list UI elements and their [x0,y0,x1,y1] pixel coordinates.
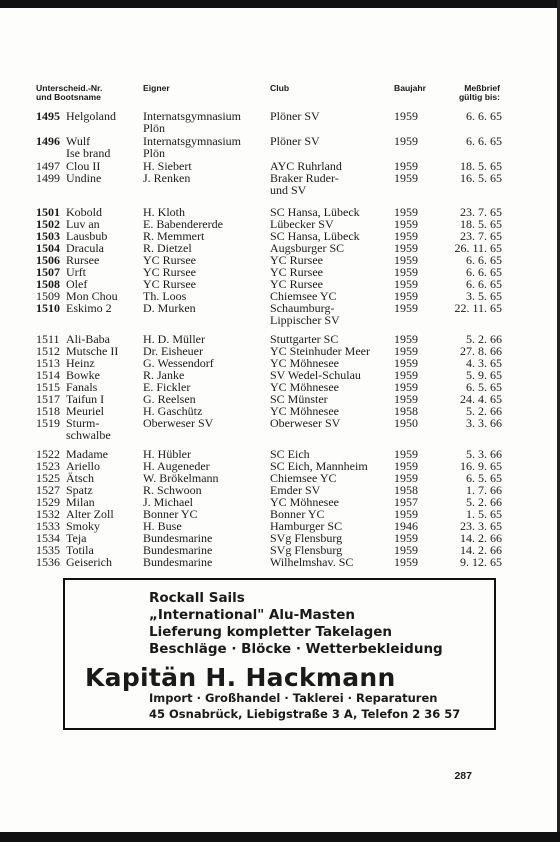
owner: Oberweser SV [143,416,214,430]
boat-name: Mutsche II [66,344,119,358]
ad-address: 45 Osnabrück, Liebigstraße 3 A, Telefon 2 36 57 [149,707,461,721]
boat-name: Milan [66,495,95,509]
owner: E. Babendererde [143,217,223,231]
owner: H. Siebert [143,159,192,173]
build-year: 1959 [394,356,418,370]
boat-name: Dracula [66,241,104,255]
club: YC Steinhuder Meer [270,344,370,358]
boat-name: Smoky [66,519,101,533]
boat-name: Teja [66,531,87,545]
certificate-valid-until: 6. 6. 65 [466,109,502,123]
owner: YC Rursee [143,253,196,267]
owner: R. Memmert [143,229,205,243]
certificate-valid-until: 6. 6. 65 [466,134,502,148]
boat-number: 1502 [36,217,60,231]
owner: G. Reelsen [143,392,196,406]
boat-number: 1527 [36,483,60,497]
certificate-valid-until: 16. 5. 65 [460,171,502,185]
boat-name: Wulf Ise brand [66,134,111,161]
build-year: 1958 [394,404,418,418]
boat-name: Meuriel [66,404,104,418]
build-year: 1959 [394,368,418,382]
table-row [0,417,560,448]
owner: R. Schwoon [143,483,202,497]
owner: W. Brökelmann [143,471,219,485]
boat-number: 1518 [36,404,60,418]
build-year: 1958 [394,483,418,497]
boat-name: Spatz [66,483,93,497]
certificate-valid-until: 5. 9. 65 [466,368,502,382]
club: SC Eich, Mannheim [270,459,368,473]
boat-number: 1536 [36,555,60,569]
boat-number: 1507 [36,265,60,279]
table-row [0,135,560,160]
certificate-valid-until: 9. 12. 65 [460,555,502,569]
header-messbrief: Meßbrief gültig bis: [458,83,500,102]
certificate-valid-until: 24. 4. 65 [460,392,502,406]
build-year: 1959 [394,265,418,279]
build-year: 1959 [394,459,418,473]
build-year: 1959 [394,217,418,231]
boat-number: 1497 [36,159,60,173]
boat-name: Undine [66,171,102,185]
club: Chiemsee YC [270,471,337,485]
table-row [0,556,560,568]
boat-name: Madame [66,447,108,461]
boat-name: Totila [66,543,94,557]
table-row [0,302,560,333]
certificate-valid-until: 26. 11. 65 [454,241,502,255]
certificate-valid-until: 3. 5. 65 [466,289,502,303]
owner: Bundesmarine [143,543,213,557]
club: SVg Flensburg [270,543,343,557]
boat-number: 1529 [36,495,60,509]
boat-name: Taifun I [66,392,105,406]
build-year: 1959 [394,555,418,569]
owner: D. Murken [143,301,196,315]
boat-number: 1513 [36,356,60,370]
boat-number: 1532 [36,507,60,521]
club: Chiemsee YC [270,289,337,303]
owner: H. Gaschütz [143,404,203,418]
ad-line-takelagen: Lieferung kompletter Takelagen [149,624,392,640]
club: Schaumburg- Lippischer SV [270,301,340,328]
table-row [0,172,560,206]
owner: Internatsgymnasium Plön [143,134,241,161]
boat-number: 1517 [36,392,60,406]
boat-number: 1512 [36,344,60,358]
club: Augsburger SC [270,241,345,255]
build-year: 1959 [394,159,418,173]
certificate-valid-until: 5. 2. 66 [466,495,502,509]
certificate-valid-until: 18. 5. 65 [460,159,502,173]
boat-number: 1508 [36,277,60,291]
build-year: 1959 [394,392,418,406]
owner: H. Kloth [143,205,185,219]
boat-number: 1515 [36,380,60,394]
boat-number: 1514 [36,368,60,382]
club: YC Rursee [270,265,323,279]
club: Braker Ruder- und SV [270,171,339,198]
owner: Bundesmarine [143,531,213,545]
owner: Internatsgymnasium Plön [143,109,241,136]
club: Lübecker SV [270,217,334,231]
owner: Th. Loos [143,289,187,303]
boat-number: 1506 [36,253,60,267]
club: SV Wedel-Schulau [270,368,361,382]
header-nr-bootsname: Unterscheid.-Nr. und Bootsname [36,83,103,102]
boat-name: Ätsch [66,471,94,485]
build-year: 1959 [394,277,418,291]
owner: Dr. Eisheuer [143,344,203,358]
boat-name: Alter Zoll [66,507,114,521]
certificate-valid-until: 4. 3. 65 [466,356,502,370]
build-year: 1950 [394,416,418,430]
ad-company-name: Kapitän H. Hackmann [85,663,396,692]
certificate-valid-until: 6. 6. 65 [466,277,502,291]
club: YC Möhnesee [270,404,339,418]
certificate-valid-until: 23. 7. 65 [460,205,502,219]
owner: R. Janke [143,368,185,382]
build-year: 1959 [394,531,418,545]
certificate-valid-until: 23. 3. 65 [460,519,502,533]
certificate-valid-until: 1. 5. 65 [466,507,502,521]
build-year: 1959 [394,134,418,148]
club: Bonner YC [270,507,325,521]
owner: H. Augeneder [143,459,210,473]
club: YC Möhnesee [270,380,339,394]
club: Hamburger SC [270,519,343,533]
club: YC Möhnesee [270,495,339,509]
owner: YC Rursee [143,265,196,279]
boat-name: Lausbub [66,229,108,243]
boat-number: 1509 [36,289,60,303]
header-club: Club [270,83,290,93]
boat-name: Heinz [66,356,95,370]
club: YC Möhnesee [270,356,339,370]
boat-name: Rursee [66,253,100,267]
boat-name: Ali-Baba [66,332,110,346]
owner: J. Michael [143,495,193,509]
certificate-valid-until: 22. 11. 65 [454,301,502,315]
boat-number: 1534 [36,531,60,545]
club: YC Rursee [270,253,323,267]
certificate-valid-until: 6. 6. 65 [466,253,502,267]
owner: G. Wessendorf [143,356,214,370]
boat-number: 1495 [36,109,60,123]
build-year: 1959 [394,241,418,255]
club: SC Eich [270,447,310,461]
boat-name: Luv an [66,217,100,231]
club: Wilhelmshav. SC [270,555,354,569]
ad-line-rockall: Rockall Sails [149,590,245,606]
boat-register-table [0,110,560,568]
club: SVg Flensburg [270,531,343,545]
club: SC Münster [270,392,328,406]
build-year: 1959 [394,543,418,557]
boat-number: 1499 [36,171,60,185]
certificate-valid-until: 14. 2. 66 [460,543,502,557]
build-year: 1959 [394,301,418,315]
owner: H. D. Müller [143,332,205,346]
certificate-valid-until: 6. 5. 65 [466,471,502,485]
certificate-valid-until: 5. 3. 66 [466,447,502,461]
boat-number: 1511 [36,332,60,346]
certificate-valid-until: 27. 8. 66 [460,344,502,358]
boat-name: Olef [66,277,88,291]
build-year: 1957 [394,495,418,509]
owner: Bonner YC [143,507,198,521]
boat-name: Kobold [66,205,102,219]
certificate-valid-until: 18. 5. 65 [460,217,502,231]
owner: J. Renken [143,171,191,185]
owner: H. Hübler [143,447,191,461]
owner: E. Fickler [143,380,191,394]
boat-name: Helgoland [66,109,116,123]
club: Plöner SV [270,134,320,148]
certificate-valid-until: 5. 2. 66 [466,332,502,346]
build-year: 1959 [394,507,418,521]
boat-name: Clou II [66,159,101,173]
build-year: 1959 [394,205,418,219]
boat-number: 1510 [36,301,60,315]
build-year: 1959 [394,471,418,485]
club: AYC Ruhrland [270,159,342,173]
certificate-valid-until: 14. 2. 66 [460,531,502,545]
club: Emder SV [270,483,321,497]
boat-number: 1503 [36,229,60,243]
build-year: 1959 [394,332,418,346]
build-year: 1959 [394,380,418,394]
certificate-valid-until: 3. 3. 66 [466,416,502,430]
certificate-valid-until: 23. 7. 65 [460,229,502,243]
build-year: 1959 [394,289,418,303]
boat-name: Sturm- schwalbe [66,416,111,443]
build-year: 1959 [394,253,418,267]
boat-number: 1525 [36,471,60,485]
build-year: 1946 [394,519,418,533]
boat-name: Urft [66,265,86,279]
build-year: 1959 [394,344,418,358]
boat-number: 1533 [36,519,60,533]
header-baujahr: Baujahr [394,83,426,93]
page-number: 287 [454,770,472,782]
club: Stuttgarter SC [270,332,339,346]
club: YC Rursee [270,277,323,291]
certificate-valid-until: 16. 9. 65 [460,459,502,473]
boat-name: Fanals [66,380,98,394]
boat-name: Bowke [66,368,100,382]
build-year: 1959 [394,109,418,123]
boat-number: 1504 [36,241,60,255]
advertisement-box [63,578,496,730]
certificate-valid-until: 1. 7. 66 [466,483,502,497]
club: SC Hansa, Lübeck [270,229,360,243]
table-row [0,110,560,135]
boat-name: Geiserich [66,555,112,569]
certificate-valid-until: 6. 5. 65 [466,380,502,394]
scan-top-border [0,0,560,8]
boat-number: 1523 [36,459,60,473]
boat-name: Mon Chou [66,289,118,303]
build-year: 1959 [394,447,418,461]
boat-number: 1519 [36,416,60,430]
boat-number: 1501 [36,205,60,219]
boat-number: 1496 [36,134,60,148]
ad-services: Import · Großhandel · Taklerei · Reparaturen [149,691,438,705]
owner: R. Dietzel [143,241,192,255]
owner: Bundesmarine [143,555,213,569]
boat-name: Eskimo 2 [66,301,112,315]
header-eigner: Eigner [143,83,170,93]
boat-number: 1522 [36,447,60,461]
certificate-valid-until: 5. 2. 66 [466,404,502,418]
owner: YC Rursee [143,277,196,291]
boat-number: 1535 [36,543,60,557]
club: Oberweser SV [270,416,341,430]
club: Plöner SV [270,109,320,123]
ad-line-masten: „International" Alu-Masten [149,607,356,623]
club: SC Hansa, Lübeck [270,205,360,219]
ad-line-beschlaege: Beschläge · Blöcke · Wetterbekleidung [149,641,443,657]
scan-bottom-border [0,832,560,842]
owner: H. Buse [143,519,182,533]
certificate-valid-until: 6. 6. 65 [466,265,502,279]
boat-name: Ariello [66,459,100,473]
build-year: 1959 [394,229,418,243]
build-year: 1959 [394,171,418,185]
